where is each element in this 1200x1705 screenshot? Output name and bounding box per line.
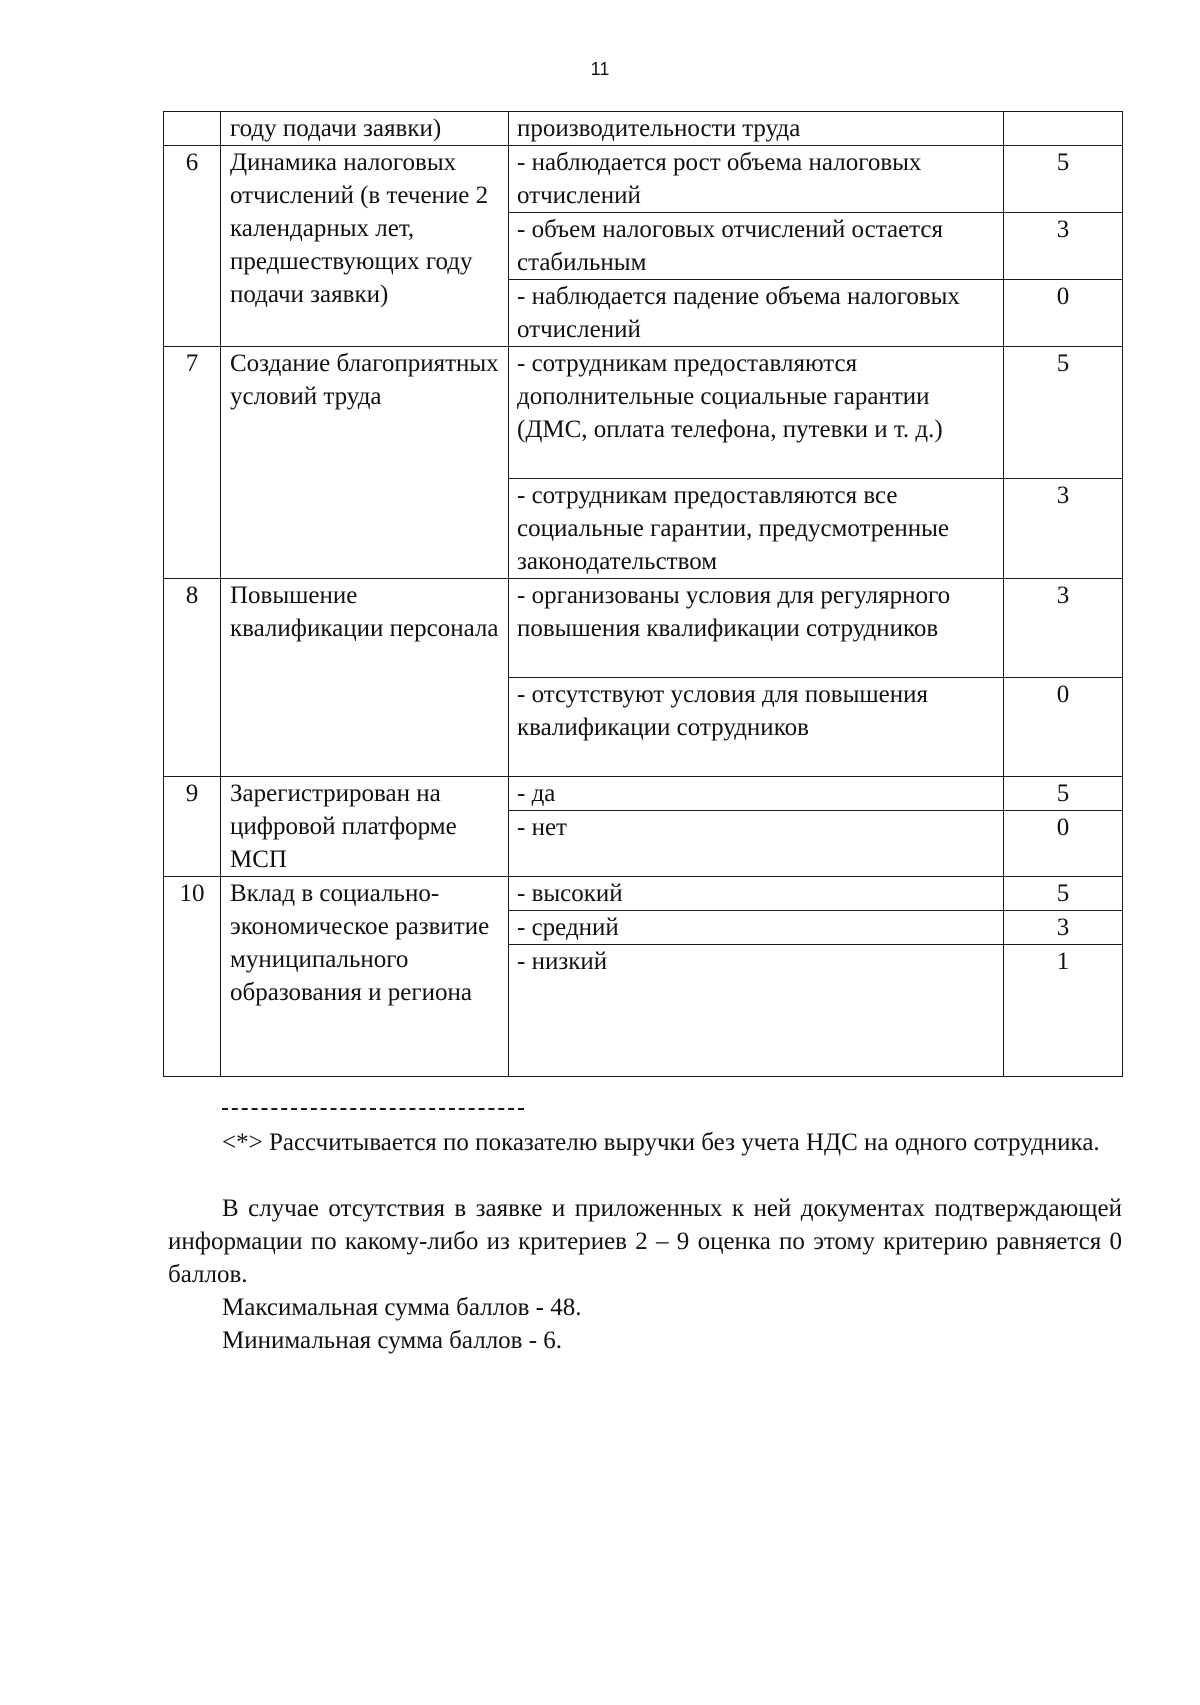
row-number-cell: 10 — [164, 877, 221, 1077]
max-score-text: Максимальная сумма баллов - 48. — [222, 1294, 582, 1321]
note-paragraph: В случае отсутствия в заявке и приложенных к ней документах подтверждающей информации по какому-либо из критериев 2 – 9 оценка по этому критерию равняется 0 баллов. — [168, 1195, 1122, 1288]
table-row — [164, 579, 1123, 678]
option-cell: - сотрудникам предоставляются все социальные гарантии, предусмотренные законодательством — [509, 479, 1004, 579]
option-cell: - наблюдается падение объема налоговых отчислений — [509, 280, 1004, 347]
table-row — [164, 777, 1123, 811]
option-cell: - низкий — [509, 945, 1004, 1077]
option-cell: - высокий — [509, 877, 1004, 911]
option-cell: - нет — [509, 811, 1004, 877]
criterion-cell: Повышение квалификации персонала — [221, 579, 509, 777]
criterion-cell: Динамика налоговых отчислений (в течение 2 календарных лет, предшествующих году подачи заявки) — [221, 146, 509, 347]
option-cell: - средний — [509, 911, 1004, 945]
table-row — [164, 347, 1123, 479]
row-number-cell: 6 — [164, 146, 221, 347]
score-cell: 3 — [1004, 579, 1123, 678]
footnote-area — [168, 1108, 1122, 1357]
option-cell: - организованы условия для регулярного повышения квалификации сотрудников — [509, 579, 1004, 678]
page-number: 11 — [590, 59, 610, 79]
score-cell: 0 — [1004, 678, 1123, 777]
score-cell: 5 — [1004, 777, 1123, 811]
row-number-cell: 7 — [164, 347, 221, 579]
score-cell: 0 — [1004, 811, 1123, 877]
option-cell: - отсутствуют условия для повышения квалификации сотрудников — [509, 678, 1004, 777]
option-cell: - да — [509, 777, 1004, 811]
score-cell: 3 — [1004, 479, 1123, 579]
option-cell: - сотрудникам предоставляются дополнительные социальные гарантии (ДМС, оплата телефона, путевки и т. д.) — [509, 347, 1004, 479]
score-cell: 0 — [1004, 280, 1123, 347]
table-row — [164, 112, 1123, 146]
criterion-cell: Вклад в социально-экономическое развитие муниципального образования и региона — [221, 877, 509, 1077]
table-row — [164, 877, 1123, 911]
option-cell: - наблюдается рост объема налоговых отчислений — [509, 146, 1004, 213]
row-number-cell — [164, 112, 221, 146]
table-row — [164, 146, 1123, 213]
option-cell: - объем налоговых отчислений остается стабильным — [509, 213, 1004, 280]
score-cell: 5 — [1004, 347, 1123, 479]
score-cell: 5 — [1004, 877, 1123, 911]
criteria-table — [163, 111, 1123, 1077]
criterion-cell: Зарегистрирован на цифровой платформе МСП — [221, 777, 509, 877]
footnote-separator — [222, 1108, 524, 1110]
row-number-cell: 8 — [164, 579, 221, 777]
option-cell: производительности труда — [509, 112, 1004, 146]
criterion-cell: Создание благоприятных условий труда — [221, 347, 509, 579]
score-cell: 1 — [1004, 945, 1123, 1077]
min-score-text: Минимальная сумма баллов - 6. — [222, 1327, 563, 1354]
criterion-cell: году подачи заявки) — [221, 112, 509, 146]
score-cell: 3 — [1004, 213, 1123, 280]
score-cell: 3 — [1004, 911, 1123, 945]
score-cell: 5 — [1004, 146, 1123, 213]
footnote-text: <*> Рассчитывается по показателю выручки без учета НДС на одного сотрудника. — [222, 1129, 1100, 1156]
row-number-cell: 9 — [164, 777, 221, 877]
score-cell — [1004, 112, 1123, 146]
